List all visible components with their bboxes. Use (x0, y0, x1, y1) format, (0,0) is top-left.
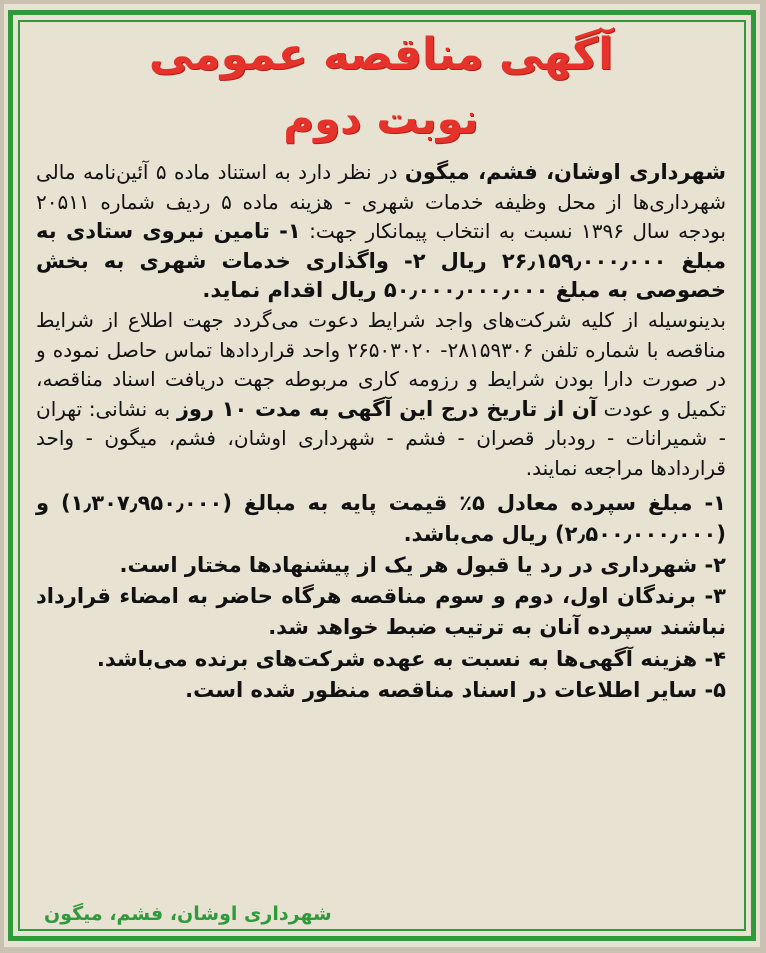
signature-block (36, 903, 726, 925)
conditions-list (36, 488, 726, 706)
condition-item: ۴- هزینه آگهی‌ها به نسبت به عهده شرکت‌های برنده می‌باشد. (96, 646, 726, 671)
notice-subtitle: نوبت دوم (283, 94, 479, 143)
signature-text: شهرداری اوشان، فشم، میگون (44, 903, 332, 925)
condition-item: ۱- مبلغ سپرده معادل ۵٪ قیمت پایه به مبالغ (۱٫۳۰۷٫۹۵۰٫۰۰۰) و (۲٫۵۰۰٫۰۰۰٫۰۰۰) ریال می‌باشد. (36, 490, 726, 546)
body-deadline: آن از تاریخ درج این آگهی به مدت ۱۰ روز (176, 396, 597, 421)
notice-content (36, 24, 726, 927)
condition-item: ۲- شهرداری در رد یا قبول هر یک از پیشنهادها مختار است. (119, 552, 726, 577)
intro-municipality: شهرداری اوشان، فشم، میگون (404, 160, 726, 184)
newspaper-clipping (4, 4, 760, 947)
intro-text: در نظر دارد به استناد ماده ۵ آئین‌نامه مالی شهرداری‌ها از محل وظیفه خدمات شهری - هزینه ماده ۵ ردیف شماره ۲۰۵۱۱ بودجه سال ۱۳۹۶ نسبت به انتخاب پیمانکار جهت: (36, 160, 726, 244)
condition-item: ۳- برندگان اول، دوم و سوم مناقصه هرگاه حاضر به امضاء قرارداد نباشند سپرده آنان به ترتیب ضبط خواهد شد. (36, 584, 726, 640)
condition-item: ۵- سایر اطلاعات در اسناد مناقصه منظور شده است. (185, 677, 726, 702)
intro-paragraph (36, 158, 726, 306)
body-text: بدینوسیله از کلیه شرکت‌های واجد شرایط دعوت می‌گردد جهت اطلاع از شرایط مناقصه با شماره تلفن ۲۸۱۵۹۳۰۶- ۲۶۵۰۳۰۲۰ واحد قراردادها تماس حاصل نموده و در صورت دارا بودن شرایط و رزومه کاری مربوطه جهت دریافت اسناد مناقصه، تکمیل و عودت (36, 307, 727, 421)
body-address: به نشانی: تهران - شمیرانات - رودبار قصران - فشم - شهرداری اوشان، فشم، میگون - واحد قراردادها مراجعه نمایند. (36, 396, 726, 480)
notice-title: آگهی مناقصه عمومی (148, 29, 614, 80)
intro-tender-items: ۱- تامین نیروی ستادی به مبلغ ۲۶٫۱۵۹٫۰۰۰٫۰۰۰ ریال ۲- واگذاری خدمات شهری به بخش خصوصی به مبلغ ۵۰٫۰۰۰٫۰۰۰٫۰۰۰ ریال اقدام نماید. (36, 219, 726, 303)
body-paragraph (36, 306, 726, 484)
